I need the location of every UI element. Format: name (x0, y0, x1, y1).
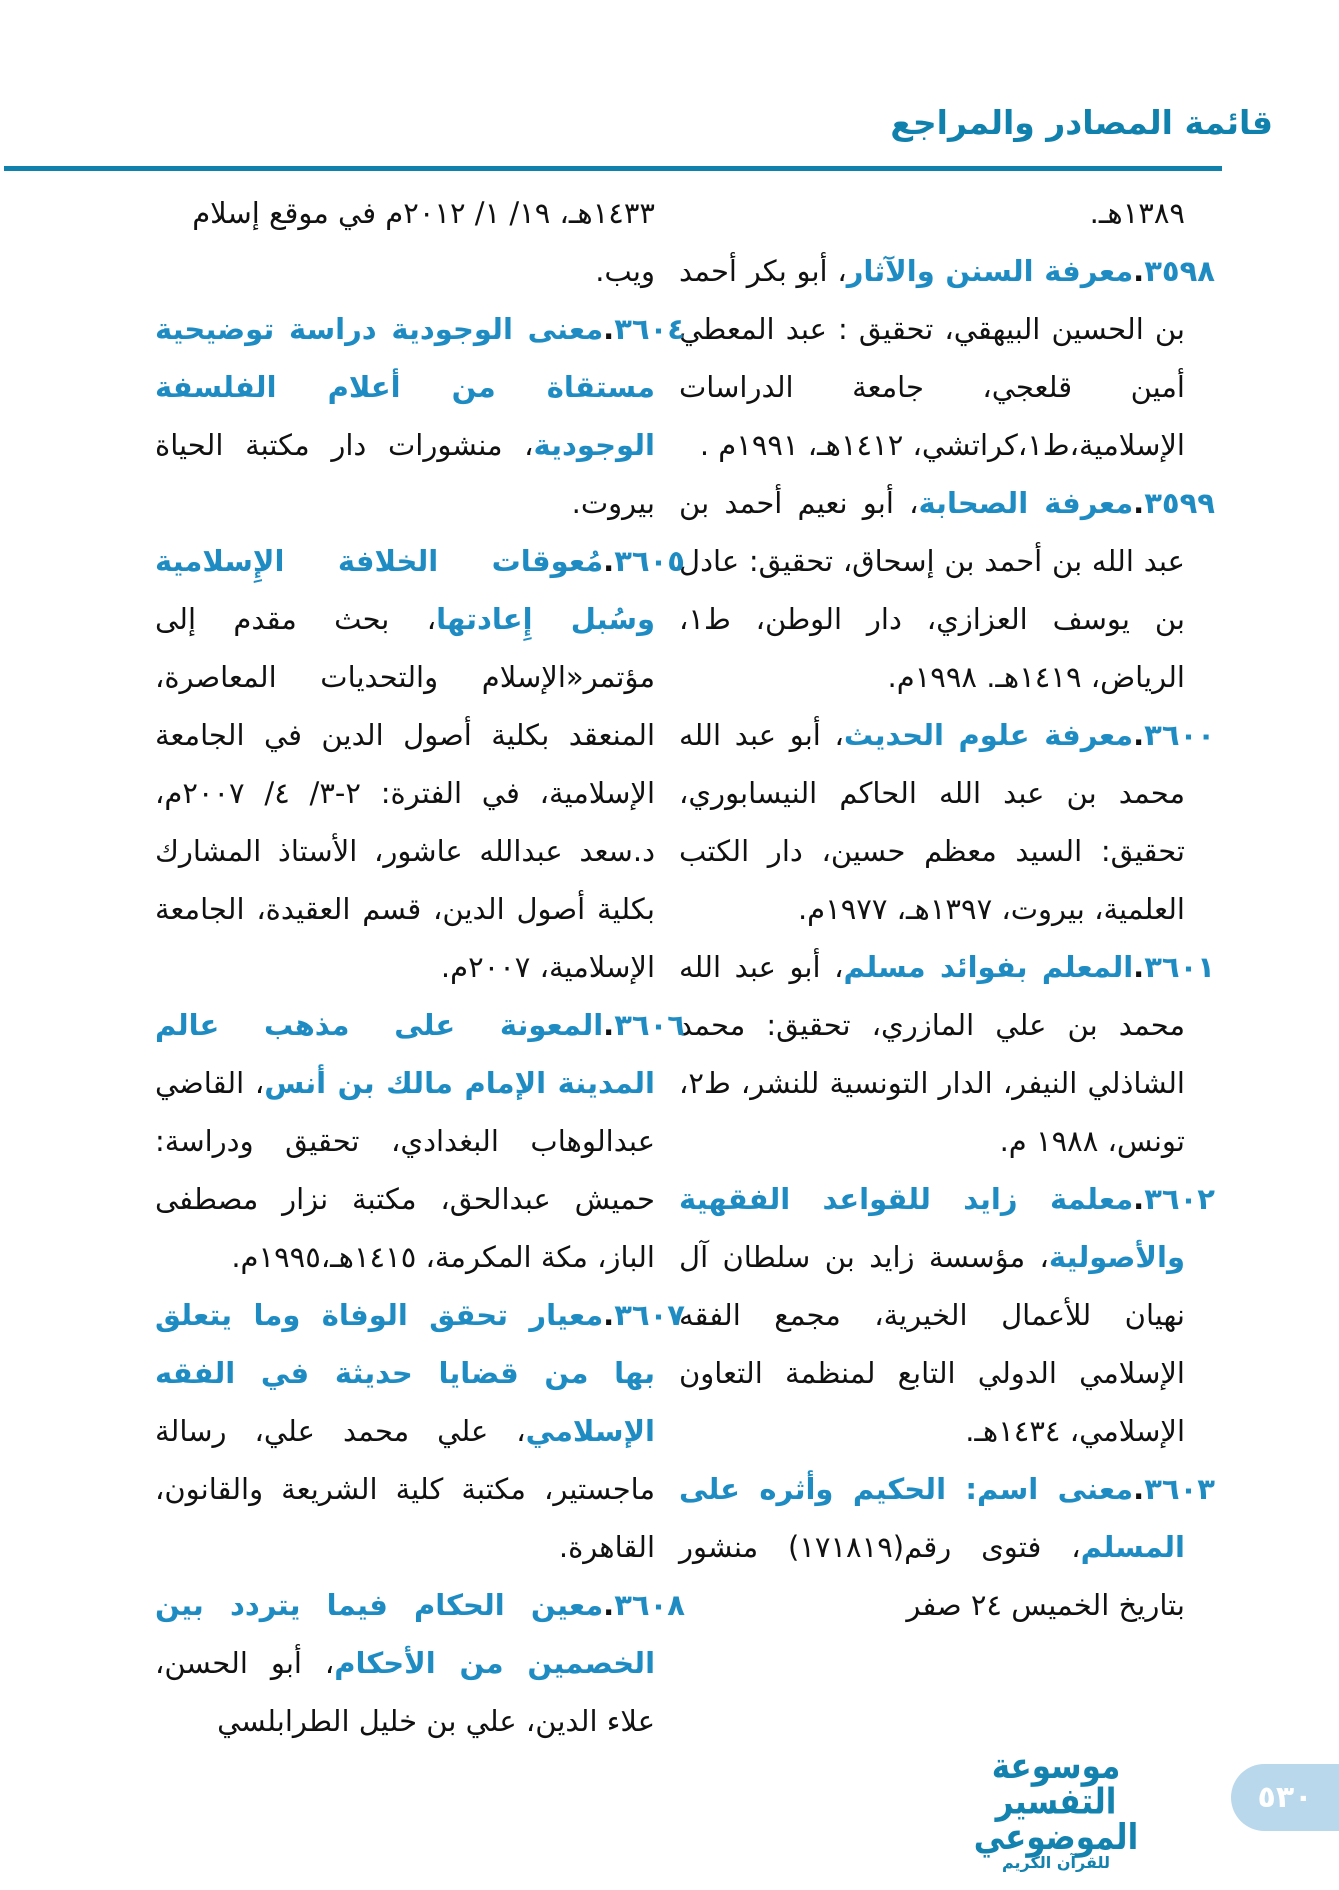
entry-title: معرفة الصحابة (918, 486, 1134, 520)
entry-number: ٣٦٠٤ (614, 312, 685, 346)
entry-dot: . (603, 544, 615, 578)
entry-number: ٣٥٩٨ (1144, 254, 1215, 288)
reference-entry (679, 1170, 1215, 1460)
entry-number: ٣٦٠١ (1144, 950, 1215, 984)
entry-number: ٣٦٠٣ (1144, 1472, 1215, 1506)
entry-title: معرفة السنن والآثار (846, 254, 1134, 288)
entry-text: ، أبو نعيم أحمد بن عبد الله بن أحمد بن إسحاق، تحقيق: عادل بن يوسف العزازي، دار الوطن، ط١، الرياض، ١٤١٩هـ. ١٩٩٨م. (679, 486, 1185, 694)
entry-title: مُعوقات الخلافة الإِسلامية وسُبل إِعادتها (155, 544, 655, 636)
header-divider-rule (4, 166, 1222, 171)
entry-dot: . (603, 1588, 615, 1622)
entry-dot: . (1133, 718, 1145, 752)
entry-title: المعلم بفوائد مسلم (843, 950, 1134, 984)
entry-dot: . (1133, 254, 1145, 288)
references-column-right (679, 184, 1215, 1634)
page-title: قائمة المصادر والمراجع (890, 103, 1273, 142)
entry-title: معنى اسم: الحكيم وأثره على المسلم (679, 1472, 1185, 1564)
entry-dot: . (1133, 950, 1145, 984)
entry-number: ٣٦٠٥ (614, 544, 685, 578)
entry-title: معرفة علوم الحديث (843, 718, 1134, 752)
entry-text: ، منشورات دار مكتبة الحياة بيروت. (155, 428, 655, 520)
reference-entry (155, 300, 685, 532)
reference-entry (155, 996, 685, 1286)
entry-number: ٣٦٠٦ (614, 1008, 685, 1042)
page-number: ٥٣٠ (1257, 1780, 1313, 1815)
publisher-logo (928, 1745, 1184, 1872)
continuation-text: ١٣٨٩هـ. (1089, 196, 1185, 230)
references-column-left (155, 184, 685, 1750)
entry-text: ، أبو عبد الله محمد بن عبد الله الحاكم النيسابوري، تحقيق: السيد معظم حسين، دار الكتب العلمية، بيروت، ١٣٩٧هـ، ١٩٧٧م. (679, 718, 1185, 926)
entry-dot: . (1133, 1472, 1145, 1506)
entry-number: ٣٥٩٩ (1144, 486, 1215, 520)
reference-entry (155, 1576, 685, 1750)
page-number-pill (1231, 1764, 1339, 1831)
entry-dot: . (603, 1298, 615, 1332)
entry-number: ٣٦٠٢ (1144, 1182, 1215, 1216)
entry-text: ، فتوى رقم(١٧١٨١٩) منشور بتاريخ الخميس ٢٤ صفر (679, 1530, 1185, 1622)
reference-entry (679, 1460, 1215, 1634)
logo-sub-text: للقرآن الكريم (1001, 1853, 1111, 1872)
entry-number: ٣٦٠٠ (1144, 718, 1215, 752)
entry-title: معنى الوجودية دراسة توضيحية مستقاة من أعلام الفلسفة الوجودية (155, 312, 655, 462)
reference-entry (679, 938, 1215, 1170)
entry-title: معيار تحقق الوفاة وما يتعلق بها من قضايا حديثة في الفقه الإسلامي (155, 1298, 655, 1448)
reference-entry (155, 1286, 685, 1576)
entry-text: ، أبو عبد الله محمد بن علي المازري، تحقيق: محمد الشاذلي النيفر، الدار التونسية للنشر، ط٢، تونس، ١٩٨٨ م. (679, 950, 1185, 1158)
entry-title: المعونة على مذهب عالم المدينة الإمام مالك بن أنس (155, 1008, 656, 1100)
entry-text: ، أبو الحسن، علاء الدين، علي بن خليل الطرابلسي (155, 1646, 655, 1738)
entry-text: ، مؤسسة زايد بن سلطان آل نهيان للأعمال الخيرية، مجمع الفقه الإسلامي الدولي التابع لمنظمة التعاون الإسلامي، ١٤٣٤هـ. (679, 1240, 1185, 1448)
reference-entry (155, 532, 685, 996)
entry-dot: . (603, 1008, 615, 1042)
entry-text: ، أبو بكر أحمد بن الحسين البيهقي، تحقيق : عبد المعطي أمين قلعجي، جامعة الدراسات الإسلامية،ط١،كراتشي، ١٤١٢هـ، ١٩٩١م . (679, 254, 1185, 462)
entry-text: ، بحث مقدم إلى مؤتمر«الإسلام والتحديات المعاصرة، المنعقد بكلية أصول الدين في الجامعة الإسلامية، في الفترة: ٢-٣/ ٤/ ٢٠٠٧م، د.سعد عبدالله عاشور، الأستاذ المشارك بكلية أصول الدين، قسم العقيدة، الجامعة الإسلامية، ٢٠٠٧م. (155, 602, 656, 984)
entry-text: ، علي محمد علي، رسالة ماجستير، مكتبة كلية الشريعة والقانون، القاهرة. (155, 1414, 655, 1564)
entry-number: ٣٦٠٨ (614, 1588, 685, 1622)
entry-title: معين الحكام فيما يتردد بين الخصمين من الأحكام (155, 1588, 656, 1680)
entry-text: ، القاضي عبدالوهاب البغدادي، تحقيق ودراسة: حميش عبدالحق، مكتبة نزار مصطفى الباز، مكة المكرمة، ١٤١٥هـ،١٩٩٥م. (155, 1066, 655, 1274)
entry-title: معلمة زايد للقواعد الفقهية والأصولية (679, 1182, 1185, 1274)
continuation-text: ١٤٣٣هـ، ١٩/ ١/ ٢٠١٢م في موقع إسلام ويب. (192, 196, 655, 288)
entry-dot: . (1133, 1182, 1145, 1216)
entry-number: ٣٦٠٧ (614, 1298, 685, 1332)
entry-dot: . (603, 312, 615, 346)
logo-main-text: موسوعة التفسير الموضوعي (973, 1745, 1139, 1859)
reference-entry (679, 706, 1215, 938)
reference-entry (679, 242, 1215, 474)
reference-entry (679, 474, 1215, 706)
entry-dot: . (1133, 486, 1145, 520)
